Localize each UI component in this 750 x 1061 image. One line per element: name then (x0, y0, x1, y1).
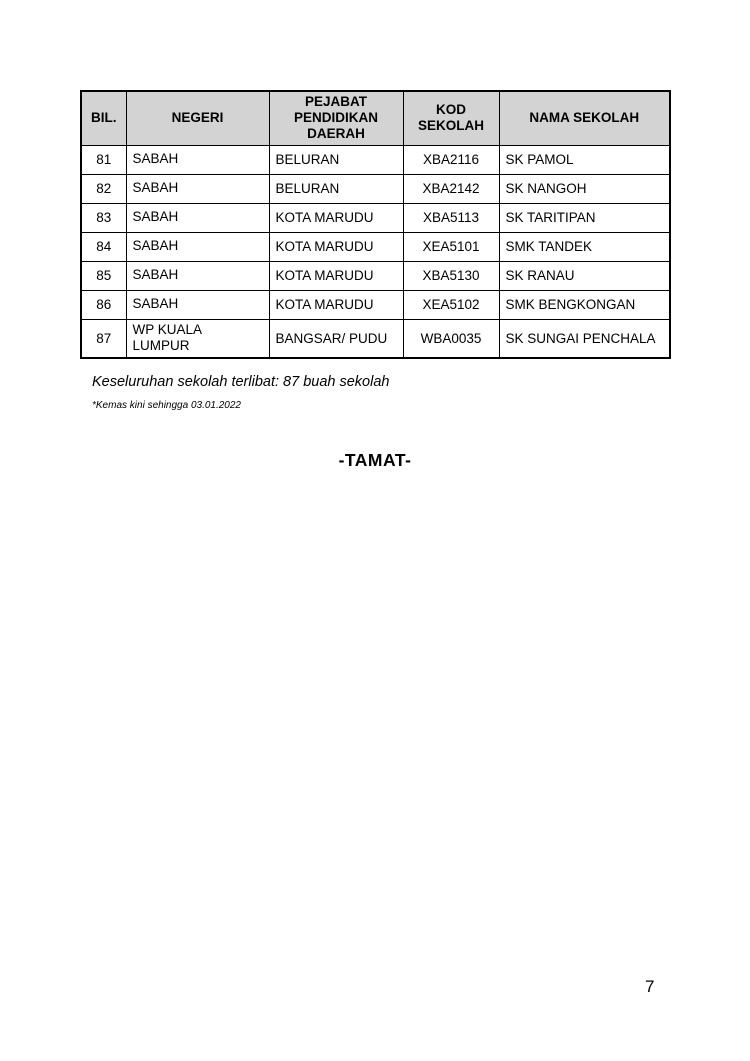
cell-negeri (126, 261, 269, 290)
cell-bil: 86 (81, 290, 126, 319)
header-bil: BIL. (81, 91, 126, 145)
table-row (81, 145, 670, 174)
cell-ppd: BELURAN (269, 174, 403, 203)
footnote-text: *Kemas kini sehingga 03.01.2022 (92, 400, 241, 411)
end-marker-text: -TAMAT- (338, 450, 412, 470)
cell-negeri-text: SABAH (132, 151, 179, 167)
cell-negeri (126, 290, 269, 319)
cell-negeri (126, 174, 269, 203)
cell-negeri-text: SABAH (132, 209, 179, 225)
cell-ppd: BELURAN (269, 145, 403, 174)
cell-kod-sekolah: XEA5102 (403, 290, 499, 319)
cell-negeri (126, 203, 269, 232)
cell-negeri-text: WP KUALA LUMPUR (132, 321, 202, 354)
cell-bil: 85 (81, 261, 126, 290)
cell-kod-sekolah: XBA2116 (403, 145, 499, 174)
cell-negeri-text: SABAH (132, 296, 179, 312)
cell-nama-sekolah: SMK TANDEK (499, 232, 670, 261)
cell-negeri-text: SABAH (132, 267, 179, 283)
page-number: 7 (645, 977, 655, 996)
header-negeri: NEGERI (126, 91, 269, 145)
table-row (81, 174, 670, 203)
cell-negeri (126, 319, 269, 358)
table-header-row (81, 91, 670, 145)
table-row (81, 261, 670, 290)
cell-ppd: KOTA MARUDU (269, 232, 403, 261)
cell-negeri (126, 232, 269, 261)
summary-text: Keseluruhan sekolah terlibat: 87 buah sekolah (92, 374, 390, 390)
cell-bil: 81 (81, 145, 126, 174)
cell-ppd: KOTA MARUDU (269, 290, 403, 319)
cell-ppd: KOTA MARUDU (269, 261, 403, 290)
cell-bil: 83 (81, 203, 126, 232)
cell-negeri (126, 145, 269, 174)
table-row (81, 203, 670, 232)
cell-negeri-text: SABAH (132, 180, 179, 196)
table-row (81, 290, 670, 319)
cell-nama-sekolah: SK TARITIPAN (499, 203, 670, 232)
school-list-table (80, 90, 671, 359)
table-row (81, 319, 670, 358)
cell-nama-sekolah: SK PAMOL (499, 145, 670, 174)
header-nama-sekolah: NAMA SEKOLAH (499, 91, 670, 145)
cell-kod-sekolah: XBA2142 (403, 174, 499, 203)
header-kod-sekolah: KOD SEKOLAH (403, 91, 499, 145)
table-row (81, 232, 670, 261)
cell-nama-sekolah: SK RANAU (499, 261, 670, 290)
cell-kod-sekolah: WBA0035 (403, 319, 499, 358)
cell-nama-sekolah: SK SUNGAI PENCHALA (499, 319, 670, 358)
cell-kod-sekolah: XBA5130 (403, 261, 499, 290)
cell-bil: 87 (81, 319, 126, 358)
cell-ppd: KOTA MARUDU (269, 203, 403, 232)
cell-bil: 82 (81, 174, 126, 203)
cell-kod-sekolah: XBA5113 (403, 203, 499, 232)
cell-bil: 84 (81, 232, 126, 261)
header-ppd: PEJABAT PENDIDIKAN DAERAH (269, 91, 403, 145)
cell-nama-sekolah: SK NANGOH (499, 174, 670, 203)
cell-nama-sekolah: SMK BENGKONGAN (499, 290, 670, 319)
cell-negeri-text: SABAH (132, 238, 179, 254)
cell-kod-sekolah: XEA5101 (403, 232, 499, 261)
cell-ppd: BANGSAR/ PUDU (269, 319, 403, 358)
